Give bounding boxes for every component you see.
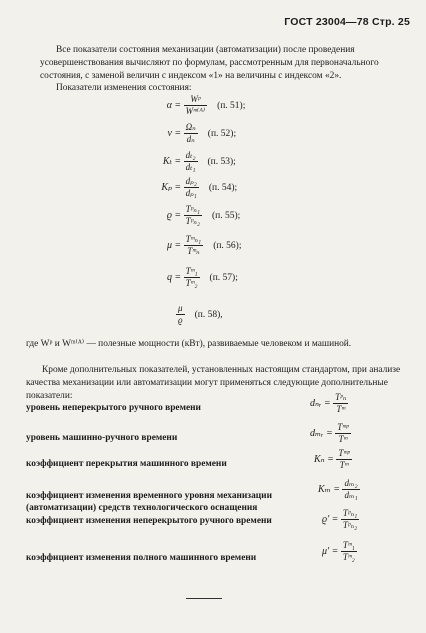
formula-rho: ϱ = $\frac{\text{Tᵖₙ₁}}{\text{Tᵖₙ₂}}$ (п. 55); (166, 204, 241, 226)
formula-alpha: α = $\frac{\text{Wᵖ}}{\text{Wᵐ⁽ᴬ⁾}}$ (п. 51); (166, 94, 246, 116)
indicator-label: коэффициент изменения неперекрытого ручного времени (26, 516, 272, 526)
intro-paragraph: Все показатели состояния механизации (автоматизации) после проведения усовершенствования вычисляют по формулам, рассмотренным для первоначального состояния, с заменой величин с индексом «1» на величины с индексом «2». (40, 45, 379, 81)
formula-58: $\frac{\mu}{ϱ}$ (п. 58), (178, 303, 223, 325)
formula-nu: ν = $\frac{\text{Ωₙ}}{\text{dₙ}}$ (п. 52); (167, 122, 237, 144)
indicators-heading: Показатели изменения состояния: (56, 83, 192, 93)
formula-kp: Kₚ = $\frac{\text{dₚ₂}}{\text{dₚ₁}}$ (п. 54); (161, 176, 238, 198)
additional-paragraph: Кроме дополнительных показателей, установленных настоящим стандартом, при анализе качества механизации или автоматизации могут применяться следующие дополнительные показатели: (26, 365, 401, 401)
formula-mu: μ = $\frac{\text{Tᵐₙ₁}}{\text{Tᵐₙ}}$ (п. 56); (166, 234, 242, 256)
indicator-label: коэффициент перекрытия машинного времени (26, 459, 227, 469)
indicator-label: уровень машинно-ручного времени (26, 433, 178, 443)
formula-kt: Kₜ = $\frac{\text{dₜ₂}}{\text{dₜ₁}}$ (п. 53); (162, 150, 236, 172)
indicator-formula: dₘᵣ = $\frac{\text{Tᵐᵖ}}{\text{Tᵐ}}$ (310, 422, 349, 444)
formula-q: q = $\frac{\text{Tᵐ₁}}{\text{Tᵐ₂}}$ (п. 57); (167, 266, 238, 288)
indicator-formula: ϱ′ = $\frac{\text{Tᵖₙ₁}}{\text{Tᵖₙ₂}}$ (322, 508, 358, 530)
indicator-formula: dₙᵣ = $\frac{\text{Tᵖₙ}}{\text{Tᵐ}}$ (310, 392, 347, 414)
indicator-label: уровень неперекрытого ручного времени (26, 403, 201, 413)
indicator-label: коэффициент изменения полного машинного времени (26, 553, 257, 563)
indicator-label: коэффициент изменения временного уровня механизации (автоматизации) средств технологического оснащения (26, 491, 272, 513)
indicator-formula: Kₙ = $\frac{\text{Tᵐᵖ}}{\text{Tᵐ}}$ (314, 448, 350, 470)
end-rule (186, 598, 222, 599)
indicator-formula: μ′ = $\frac{\text{Tᵐ₁}}{\text{Tᵐ₂}}$ (322, 540, 355, 562)
indicator-formula: Kₘ = $\frac{\text{dₘ₂}}{\text{dₘ₁}}$ (318, 478, 358, 500)
page-header: ГОСТ 23004—78 Стр. 25 (284, 16, 410, 28)
where-paragraph: где Wᵖ и Wᵐ⁽ᴬ⁾ — полезные мощности (кВт), развиваемые человеком и машиной. (26, 339, 352, 349)
